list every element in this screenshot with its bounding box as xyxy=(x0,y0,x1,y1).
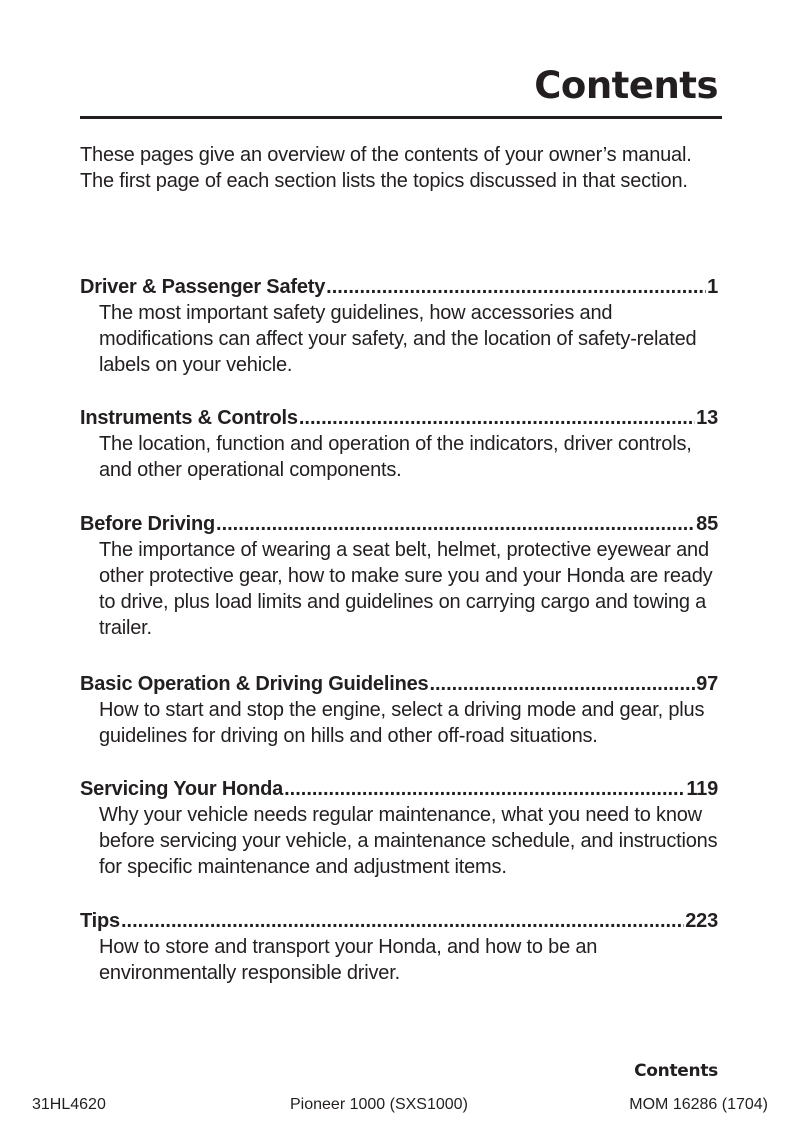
intro-line-1: These pages give an overview of the contents of your owner’s manual. xyxy=(80,144,692,166)
entry-page-number: 223 xyxy=(685,910,718,932)
dot-leader xyxy=(121,908,684,934)
dot-leader xyxy=(284,776,685,802)
intro-text xyxy=(80,142,720,194)
intro-line-2: The first page of each section lists the topics discussed in that section. xyxy=(80,170,688,192)
page-footer xyxy=(0,1096,802,1118)
entry-description: The most important safety guidelines, how accessories and modifications can affect your safety, and the location of safety-related labels on your vehicle. xyxy=(99,302,697,376)
dot-leader xyxy=(326,274,706,300)
toc-entry-before-driving xyxy=(80,511,718,641)
entry-page-number: 85 xyxy=(696,513,718,535)
footer-mom-code: MOM 16286 (1704) xyxy=(629,1096,768,1113)
entry-title: Tips xyxy=(80,910,120,932)
entry-title: Driver & Passenger Safety xyxy=(80,276,326,298)
dot-leader xyxy=(216,511,695,537)
entry-page-number: 119 xyxy=(686,778,718,800)
entry-description: How to store and transport your Honda, and how to be an environmentally responsible driver. xyxy=(99,936,598,984)
toc-entry-tips xyxy=(80,908,718,986)
title-divider xyxy=(80,116,722,119)
toc-link[interactable] xyxy=(80,511,718,537)
footer-section-label: Contents xyxy=(634,1061,718,1081)
entry-page-number: 97 xyxy=(696,673,718,695)
toc-entry-driver-passenger-safety xyxy=(80,274,718,378)
footer-model: Pioneer 1000 (SXS1000) xyxy=(290,1096,468,1113)
toc-entry-instruments-controls xyxy=(80,405,718,483)
toc-link[interactable] xyxy=(80,908,718,934)
toc-entry-basic-operation xyxy=(80,671,718,749)
entry-title: Servicing Your Honda xyxy=(80,778,284,800)
toc-entry-servicing-your-honda xyxy=(80,776,718,880)
dot-leader xyxy=(299,405,695,431)
dot-leader xyxy=(429,671,695,697)
entry-page-number: 1 xyxy=(707,276,718,298)
entry-page-number: 13 xyxy=(696,407,718,429)
toc-link[interactable] xyxy=(80,405,718,431)
entry-description: The location, function and operation of the indicators, driver controls, and other operational components. xyxy=(99,433,692,481)
entry-title: Basic Operation & Driving Guidelines xyxy=(80,673,429,695)
footer-part-code: 31HL4620 xyxy=(32,1096,106,1113)
entry-title: Before Driving xyxy=(80,513,216,535)
toc-link[interactable] xyxy=(80,671,718,697)
toc-link[interactable] xyxy=(80,274,718,300)
entry-description: How to start and stop the engine, select a driving mode and gear, plus guidelines for driving on hills and other off-road situations. xyxy=(99,699,705,747)
page-title: Contents xyxy=(534,64,718,107)
toc-link[interactable] xyxy=(80,776,718,802)
entry-title: Instruments & Controls xyxy=(80,407,298,429)
entry-description: Why your vehicle needs regular maintenance, what you need to know before servicing your vehicle, a maintenance schedule, and instructions for specific maintenance and adjustment items. xyxy=(99,804,718,878)
entry-description: The importance of wearing a seat belt, helmet, protective eyewear and other protective gear, how to make sure you and your Honda are ready to drive, plus load limits and guidelines on carrying cargo and towing a trailer. xyxy=(99,539,713,639)
